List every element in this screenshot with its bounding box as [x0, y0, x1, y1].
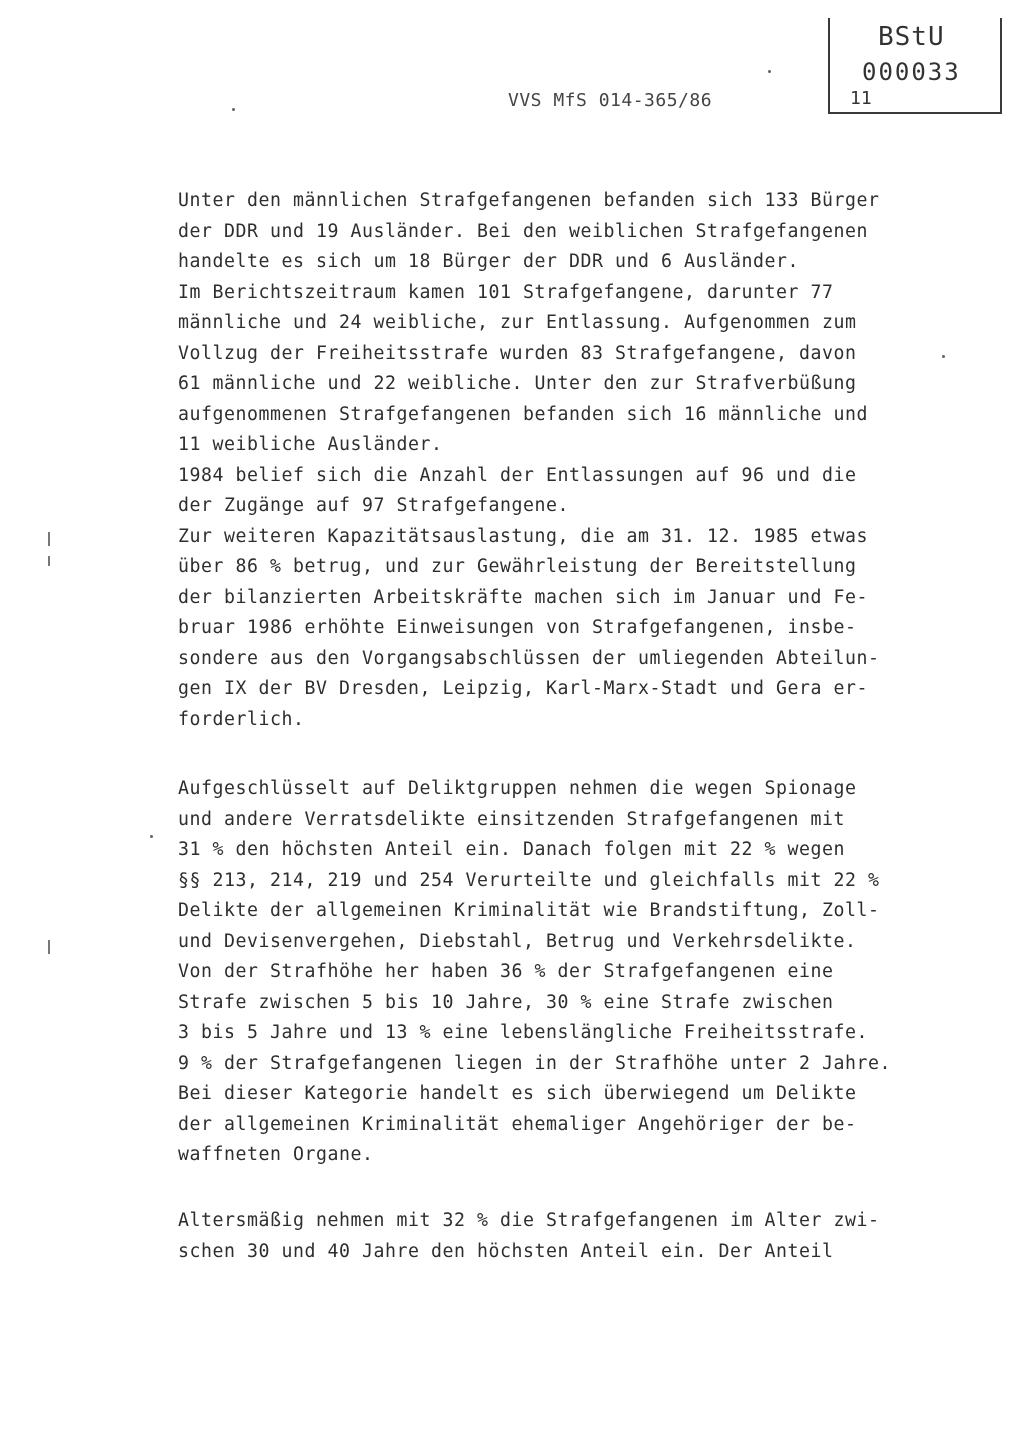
margin-mark	[48, 532, 50, 546]
text-line: Delikte der allgemeinen Kriminalität wie Brandstiftung, Zoll-	[178, 900, 880, 921]
paragraph-3	[178, 1206, 958, 1267]
text-line: Von der Strafhöhe her haben 36 % der Strafgefangenen eine	[178, 961, 834, 982]
text-line: gen IX der BV Dresden, Leipzig, Karl-Marx-Stadt und Gera er-	[178, 678, 868, 699]
paragraph-2	[178, 774, 958, 1171]
text-line: männliche und 24 weibliche, zur Entlassung. Aufgenommen zum	[178, 312, 857, 333]
text-line: Zur weiteren Kapazitätsauslastung, die am 31. 12. 1985 etwas	[178, 525, 868, 547]
text-line: Im Berichtszeitraum kamen 101 Strafgefangene, darunter 77	[178, 281, 834, 303]
text-line: waffneten Organe.	[178, 1144, 374, 1165]
text-line: und Devisenvergehen, Diebstahl, Betrug und Verkehrsdelikte.	[178, 930, 857, 952]
text-line: 1984 belief sich die Anzahl der Entlassungen auf 96 und die	[178, 464, 857, 486]
text-line: 31 % den höchsten Anteil ein. Danach folgen mit 22 % wegen	[178, 839, 845, 860]
text-line: 11 weibliche Ausländer.	[178, 434, 443, 455]
text-line: Unter den männlichen Strafgefangenen befanden sich 133 Bürger	[178, 190, 880, 211]
margin-mark	[48, 556, 50, 566]
text-line: Aufgeschlüsselt auf Deliktgruppen nehmen die wegen Spionage	[178, 778, 857, 799]
document-reference: VVS MfS 014-365/86	[508, 90, 713, 111]
text-line: §§ 213, 214, 219 und 254 Verurteilte und gleichfalls mit 22 %	[178, 869, 880, 891]
scan-speck	[150, 835, 153, 838]
text-line: und andere Verratsdelikte einsitzenden Strafgefangenen mit	[178, 808, 845, 830]
text-line: Altersmäßig nehmen mit 32 % die Strafgefangenen im Alter zwi-	[178, 1210, 880, 1231]
text-line: über 86 % betrug, und zur Gewährleistung der Bereitstellung	[178, 556, 857, 577]
page-number: 11	[850, 88, 872, 109]
text-line: Bei dieser Kategorie handelt es sich überwiegend um Delikte	[178, 1083, 857, 1104]
text-line: forderlich.	[178, 708, 305, 730]
paragraph-1	[178, 186, 958, 735]
text-line: handelte es sich um 18 Bürger der DDR und 6 Ausländer.	[178, 251, 799, 272]
text-line: sondere aus den Vorgangsabschlüssen der umliegenden Abteilun-	[178, 647, 880, 669]
text-line: 9 % der Strafgefangenen liegen in der Strafhöhe unter 2 Jahre.	[178, 1052, 891, 1074]
text-line: der DDR und 19 Ausländer. Bei den weiblichen Strafgefangenen	[178, 220, 868, 242]
text-line: der bilanzierten Arbeitskräfte machen sich im Januar und Fe-	[178, 586, 868, 608]
text-line: Strafe zwischen 5 bis 10 Jahre, 30 % eine Strafe zwischen	[178, 991, 834, 1013]
text-line: der allgemeinen Kriminalität ehemaliger Angehöriger der be-	[178, 1113, 857, 1135]
text-line: Vollzug der Freiheitsstrafe wurden 83 Strafgefangene, davon	[178, 342, 857, 364]
margin-mark	[48, 940, 50, 954]
text-line: der Zugänge auf 97 Strafgefangene.	[178, 495, 569, 516]
text-line: schen 30 und 40 Jahre den höchsten Anteil ein. Der Anteil	[178, 1240, 834, 1262]
text-line: bruar 1986 erhöhte Einweisungen von Strafgefangenen, insbe-	[178, 617, 857, 638]
scan-speck	[232, 108, 235, 111]
scan-speck	[768, 70, 771, 73]
text-line: 3 bis 5 Jahre und 13 % eine lebenslängliche Freiheitsstrafe.	[178, 1022, 868, 1043]
text-line: 61 männliche und 22 weibliche. Unter den zur Strafverbüßung	[178, 373, 857, 394]
archive-stamp-number: 000033	[862, 58, 961, 86]
text-line: aufgenommenen Strafgefangenen befanden sich 16 männliche und	[178, 403, 868, 425]
archive-stamp-label: BStU	[878, 22, 945, 52]
